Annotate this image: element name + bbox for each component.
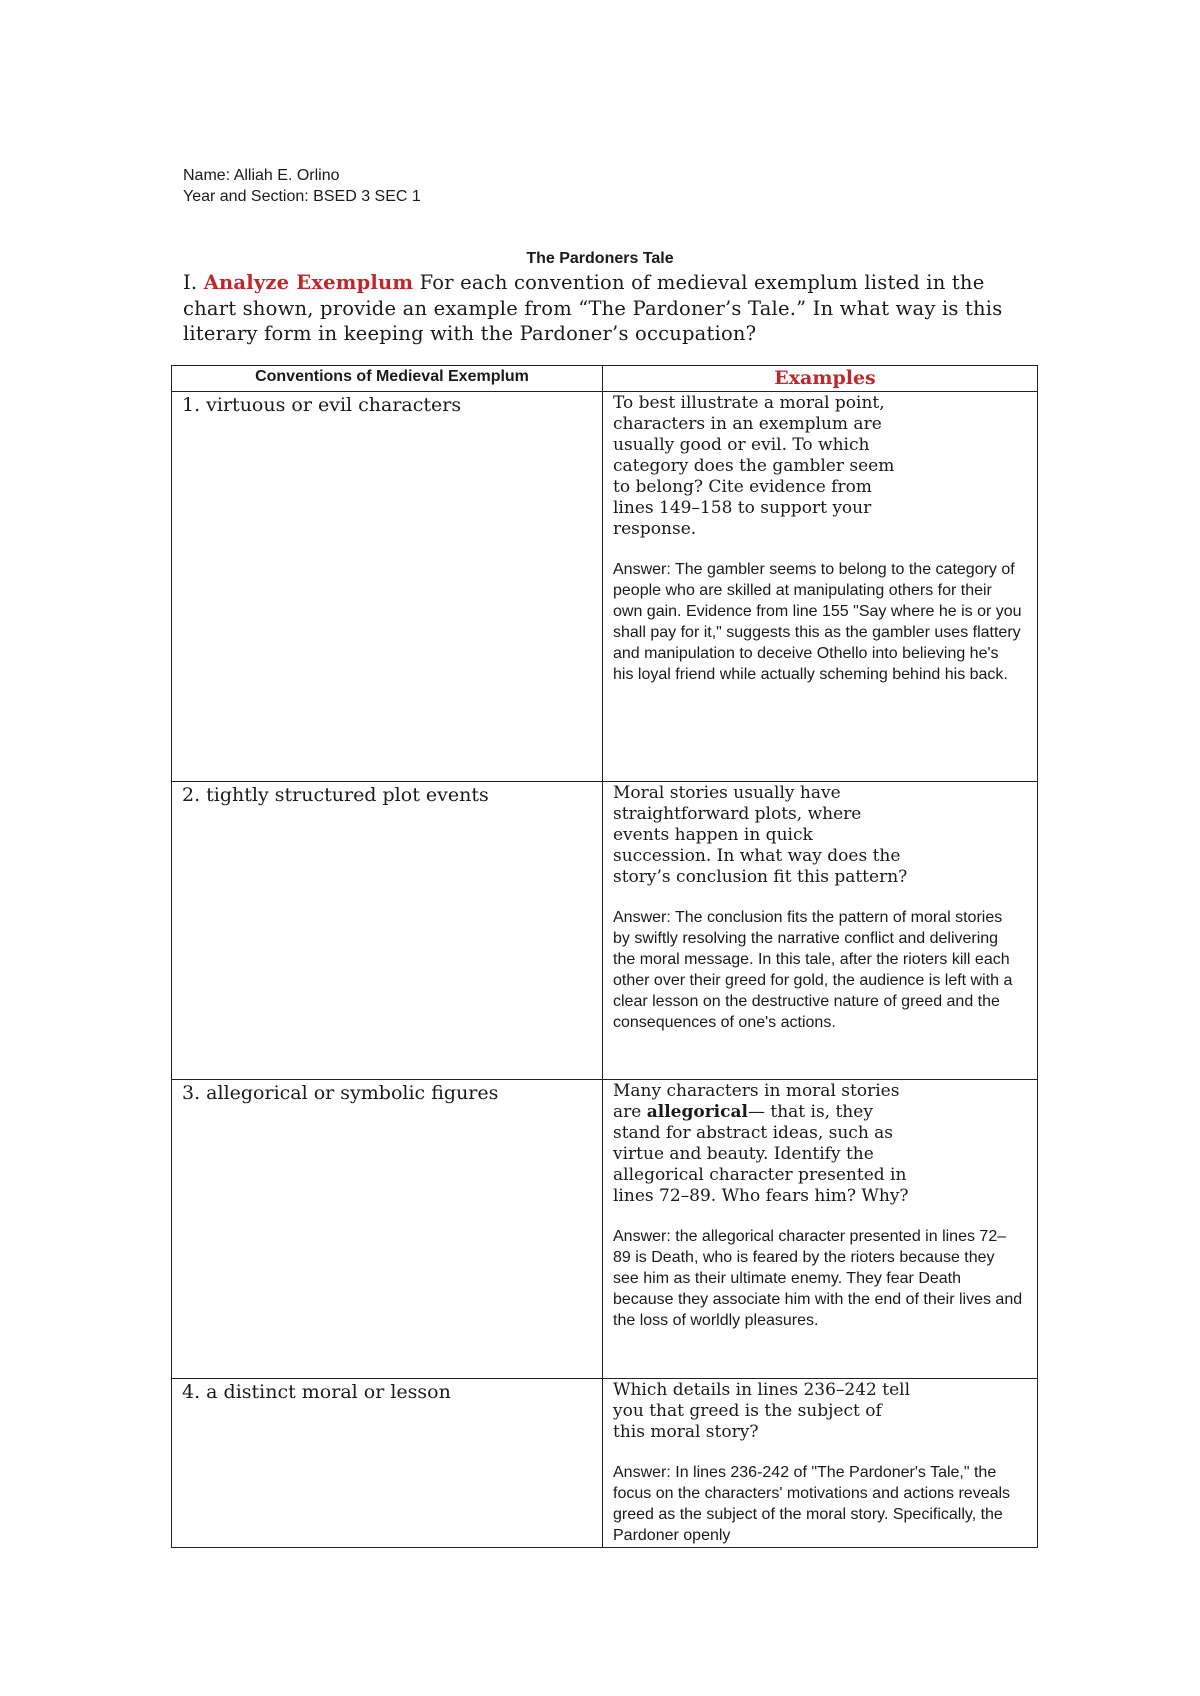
prompt-text-pre: Many characters in moral stories are <box>613 1081 900 1122</box>
table-row <box>172 392 1038 782</box>
example-cell <box>603 782 1038 1080</box>
example-prompt: To best illustrate a moral point, characters in an exemplum are usually good or evil. To which category does the gambler seem to belong? Cite evidence from lines 149–158 to support your response. <box>613 393 895 539</box>
convention-cell: 4. a distinct moral or lesson <box>172 1379 603 1548</box>
example-answer: Answer: The conclusion fits the pattern of moral stories by swiftly resolving the narrative conflict and delivering the moral message. In this tale, after the rioters kill each other over their greed for gold, the audience is left with a clear lesson on the destructive nature of greed and the consequences of one's actions. <box>613 909 1013 1031</box>
example-cell <box>603 1080 1038 1379</box>
prompt-text-post: — that is, they stand for abstract ideas, such as virtue and beauty. Identify the allegorical character presented in lines 72–89. Who fears him? Why? <box>613 1102 909 1206</box>
convention-cell: 1. virtuous or evil characters <box>172 392 603 782</box>
example-prompt: Which details in lines 236–242 tell you that greed is the subject of this moral story? <box>613 1380 911 1442</box>
example-cell <box>603 1379 1038 1548</box>
prompt-term-allegorical: allegorical <box>646 1102 748 1122</box>
student-name: Name: Alliah E. Orlino <box>183 167 340 184</box>
instructions-text: For each convention of medieval exemplum listed in the chart shown, provide an example from “The Pardoner’s Tale.” In what way is this literary form in keeping with the Pardoner’s occupation? <box>183 271 1003 345</box>
instructions-prefix: I. <box>183 271 204 294</box>
example-cell <box>603 392 1038 782</box>
example-prompt <box>613 1081 913 1207</box>
table-row <box>172 1080 1038 1379</box>
year-section: Year and Section: BSED 3 SEC 1 <box>183 188 421 205</box>
table-header-row <box>172 366 1038 392</box>
instructions <box>183 270 1043 347</box>
column-header-conventions: Conventions of Medieval Exemplum <box>172 366 603 392</box>
example-prompt: Moral stories usually have straightforward plots, where events happen in quick succession. In what way does the story’s conclusion fit this pattern? <box>613 783 908 887</box>
example-answer: Answer: The gambler seems to belong to the category of people who are skilled at manipulating others for their own gain. Evidence from line 155 "Say where he is or you shall pay for it," suggests this as the gambler uses flattery and manipulation to deceive Othello into believing he's his loyal friend while actually scheming behind his back. <box>613 561 1022 683</box>
convention-cell: 3. allegorical or symbolic figures <box>172 1080 603 1379</box>
column-header-examples: Examples <box>603 366 1038 392</box>
exemplum-table <box>171 365 1038 1548</box>
example-answer: Answer: In lines 236-242 of "The Pardoner's Tale," the focus on the characters' motivations and actions reveals greed as the subject of the moral story. Specifically, the Pardoner openly <box>613 1464 1011 1544</box>
page-title: The Pardoners Tale <box>526 250 674 267</box>
table-row <box>172 1379 1038 1548</box>
table-row <box>172 782 1038 1080</box>
convention-cell: 2. tightly structured plot events <box>172 782 603 1080</box>
example-answer: Answer: the allegorical character presented in lines 72–89 is Death, who is feared by the rioters because they see him as their ultimate enemy. They fear Death because they associate him with the end of their lives and the loss of worldly pleasures. <box>613 1228 1023 1329</box>
student-info <box>183 165 421 207</box>
instructions-highlight: Analyze Exemplum <box>203 271 414 294</box>
